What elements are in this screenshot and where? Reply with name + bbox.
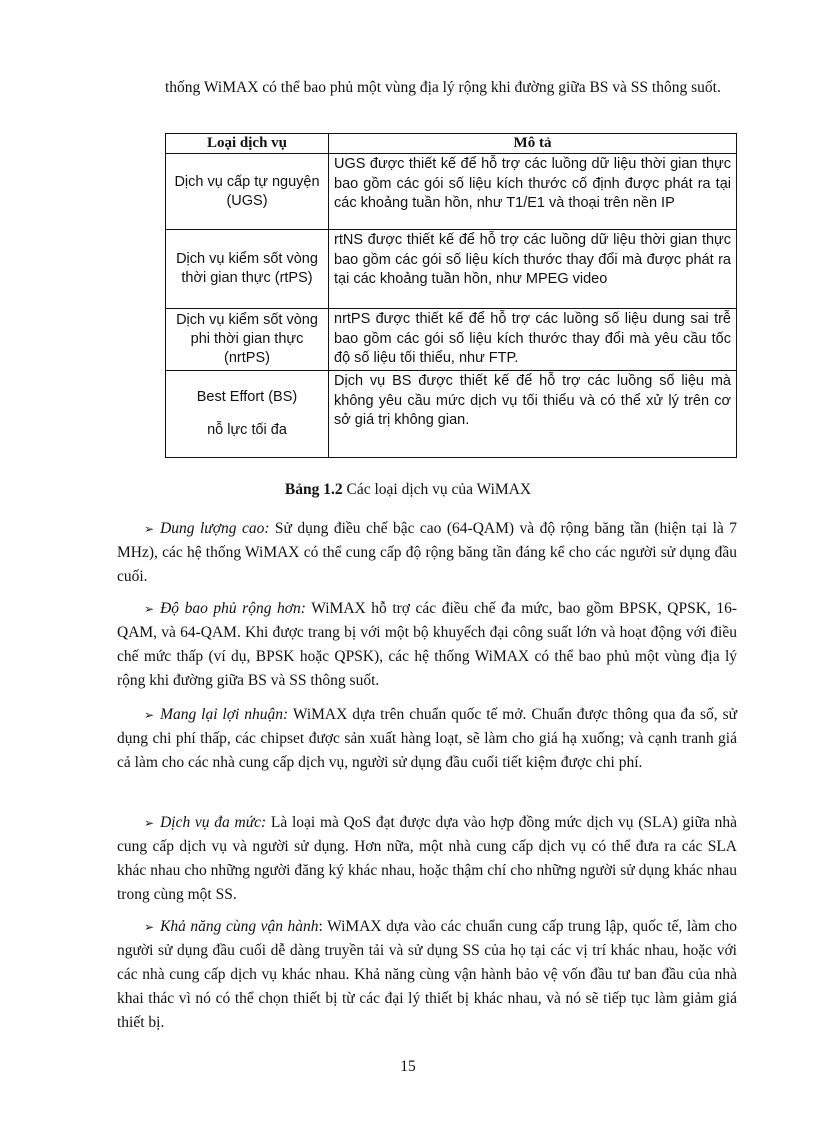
arrow-bullet-icon: ➢ (144, 708, 155, 722)
service-type-line2: nỗ lực tối đa (207, 422, 287, 438)
arrow-bullet-icon: ➢ (144, 602, 155, 616)
service-type-cell: Dịch vụ kiểm sốt vòng phi thời gian thực (nrtPS) (166, 309, 329, 371)
bullet-term: Dung lượng cao: (160, 520, 270, 537)
bullet-paragraph (117, 915, 737, 1035)
service-type-line1: Best Effort (BS) (196, 389, 298, 405)
caption-text: Các loại dịch vụ của WiMAX (342, 481, 532, 498)
service-type-cell: Dịch vụ kiểm sốt vòng thời gian thực (rtPS) (166, 230, 329, 309)
arrow-bullet-icon: ➢ (144, 522, 155, 536)
caption-label: Bảng 1.2 (284, 481, 343, 498)
bullet-term: Khả năng cùng vận hành (160, 918, 319, 935)
page-number: 15 (400, 1058, 416, 1075)
service-desc-cell: rtNS được thiết kế để hỗ trợ các luồng dữ liệu thời gian thực bao gồm các gói số liệu kích thước thay đổi mà được phát ra tại các khoảng tuần hồn, như MPEG video (329, 230, 737, 309)
bullet-term: Dịch vụ đa mức: (160, 814, 267, 831)
bullet-text: Là loại mà QoS đạt được dựa vào hợp đồng mức dịch vụ (SLA) giữa nhà cung cấp dịch vụ và người sử dụng. Hơn nữa, một nhà cung cấp dịch vụ có thể đưa ra các SLA khác nhau cho những người đăng ký khác nhau, hoặc thậm chí cho những người sử dụng khác nhau trong cùng một SS. (117, 814, 737, 903)
arrow-bullet-icon: ➢ (144, 920, 155, 934)
bullet-paragraph (117, 517, 737, 589)
bullet-paragraph (117, 597, 737, 693)
table-row (166, 230, 737, 309)
service-type-cell (166, 371, 329, 458)
service-desc-cell: Dịch vụ BS được thiết kế để hỗ trợ các luồng số liệu mà không yêu cầu mức dịch vụ tối thiểu và có thể xử lý trên cơ sở giá trị không gian. (329, 371, 737, 458)
bullet-paragraph (117, 811, 737, 907)
service-desc-cell: UGS được thiết kế để hỗ trợ các luồng dữ liệu thời gian thực bao gồm các gói số liệu kích thước cố định được phát ra tại các khoảng tuần hồn, như T1/E1 và thoại trên nền IP (329, 154, 737, 230)
header-service-type: Loại dịch vụ (166, 134, 329, 154)
bullet-text: WiMAX dựa trên chuẩn quốc tế mở. Chuẩn được thông qua đa số, sử dụng chi phí thấp, các chipset được sản xuất hàng loạt, sẽ làm cho giá hạ xuống; và cạnh tranh giá cả làm cho các nhà cung cấp dịch vụ, người sử dụng đầu cuối tiết kiệm được chi phí. (117, 706, 738, 771)
service-type-cell: Dịch vụ cấp tự nguyện (UGS) (166, 154, 329, 230)
bullet-text: Sử dụng điều chế bậc cao (64-QAM) và độ rộng băng tần (hiện tại là 7 MHz), các hệ thống WiMAX có thể cung cấp độ rộng băng tần đáng kể cho các người sử dụng đầu cuối. (117, 520, 737, 585)
intro-paragraph: thống WiMAX có thể bao phủ một vùng địa lý rộng khi đường giữa BS và SS thông suốt. (165, 79, 721, 96)
service-types-table (165, 133, 737, 458)
arrow-bullet-icon: ➢ (144, 816, 155, 830)
table-caption (0, 481, 816, 499)
table-row (166, 309, 737, 371)
table-header-row (166, 134, 737, 154)
bullet-term: Mang lại lợi nhuận: (160, 706, 289, 723)
table-row (166, 154, 737, 230)
bullet-paragraph (117, 703, 737, 775)
service-desc-cell: nrtPS được thiết kế để hỗ trợ các luồng số liệu dung sai trễ bao gồm các gói số liệu kích thước thay đổi mà yêu cầu tốc độ số liệu tối thiểu, như FTP. (329, 309, 737, 371)
header-description: Mô tả (329, 134, 737, 154)
bullet-text: WiMAX hỗ trợ các điều chế đa mức, bao gồm BPSK, QPSK, 16-QAM, và 64-QAM. Khi được trang bị với một bộ khuyếch đại công suất lớn và hoạt động với điều chế mức thấp (ví dụ, BPSK hoặc QPSK), các hệ thống WiMAX có thể bao phủ một vùng địa lý rộng khi đường giữa BS và SS thông suốt. (117, 600, 737, 689)
bullet-text: : WiMAX dựa vào các chuẩn cung cấp trung lập, quốc tế, làm cho người sử dụng đầu cuối dễ dàng truyền tải và sử dụng SS của họ tại các vị trí khác nhau, hoặc với các nhà cung cấp dịch vụ khác nhau. Khả năng cùng vận hành bảo vệ vốn đầu tư ban đầu của nhà khai thác vì nó có thể chọn thiết bị từ các đại lý thiết bị khác nhau, và nó sẽ tiếp tục làm giảm giá thiết bị. (117, 918, 737, 1031)
bullet-term: Độ bao phủ rộng hơn: (160, 600, 306, 617)
table-row (166, 371, 737, 458)
